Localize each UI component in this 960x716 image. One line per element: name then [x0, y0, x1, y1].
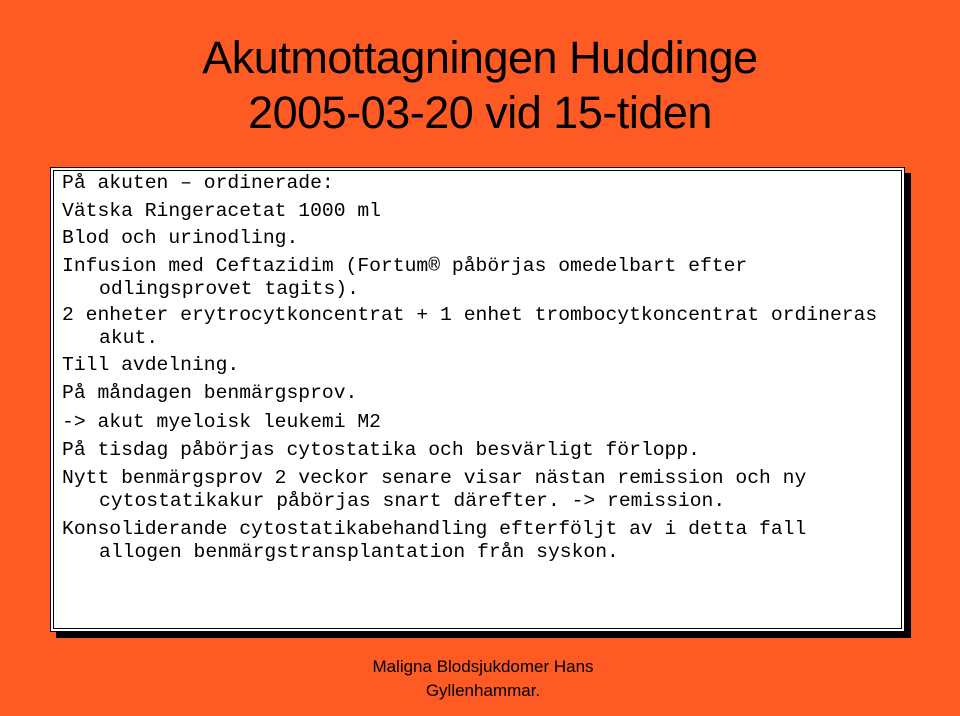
case-note-item: Till avdelning. [62, 353, 240, 376]
footer-line-2: Gyllenhammar. [425, 681, 541, 700]
case-note-item: På akuten – ordinerade: [62, 172, 334, 194]
case-note-item: På måndagen benmärgsprov. [62, 382, 358, 404]
case-note-item: -> akut myeloisk leukemi M2 [62, 410, 381, 433]
slide-title [0, 30, 960, 140]
case-notes-list [62, 172, 894, 565]
case-note-item: Infusion med Ceftazidim (Fortum® påbörjas omedelbart efter odlingsprovet tagits). [62, 254, 748, 300]
case-note-item: Konsoliderande cytostatikabehandling efterföljt av i detta fall allogen benmärgstransplantation från syskon. [62, 517, 807, 563]
slide-title-line-1: Akutmottagningen Huddinge [202, 32, 758, 83]
footer-line-1: Maligna Blodsjukdomer Hans [372, 657, 594, 676]
case-note-item: Nytt benmärgsprov 2 veckor senare visar nästan remission och ny cytostatikakur påbörjas snart därefter. -> remission. [62, 466, 807, 512]
slide-footer [348, 655, 618, 703]
case-note-item: 2 enheter erytrocytkoncentrat + 1 enhet trombocytkoncentrat ordineras akut. [62, 303, 878, 349]
case-note-item: På tisdag påbörjas cytostatika och besvärligt förlopp. [62, 439, 700, 461]
case-note-item: Vätska Ringeracetat 1000 ml [62, 199, 381, 222]
case-note-item: Blod och urinodling. [62, 227, 299, 249]
slide-title-line-2: 2005-03-20 vid 15-tiden [248, 87, 712, 138]
